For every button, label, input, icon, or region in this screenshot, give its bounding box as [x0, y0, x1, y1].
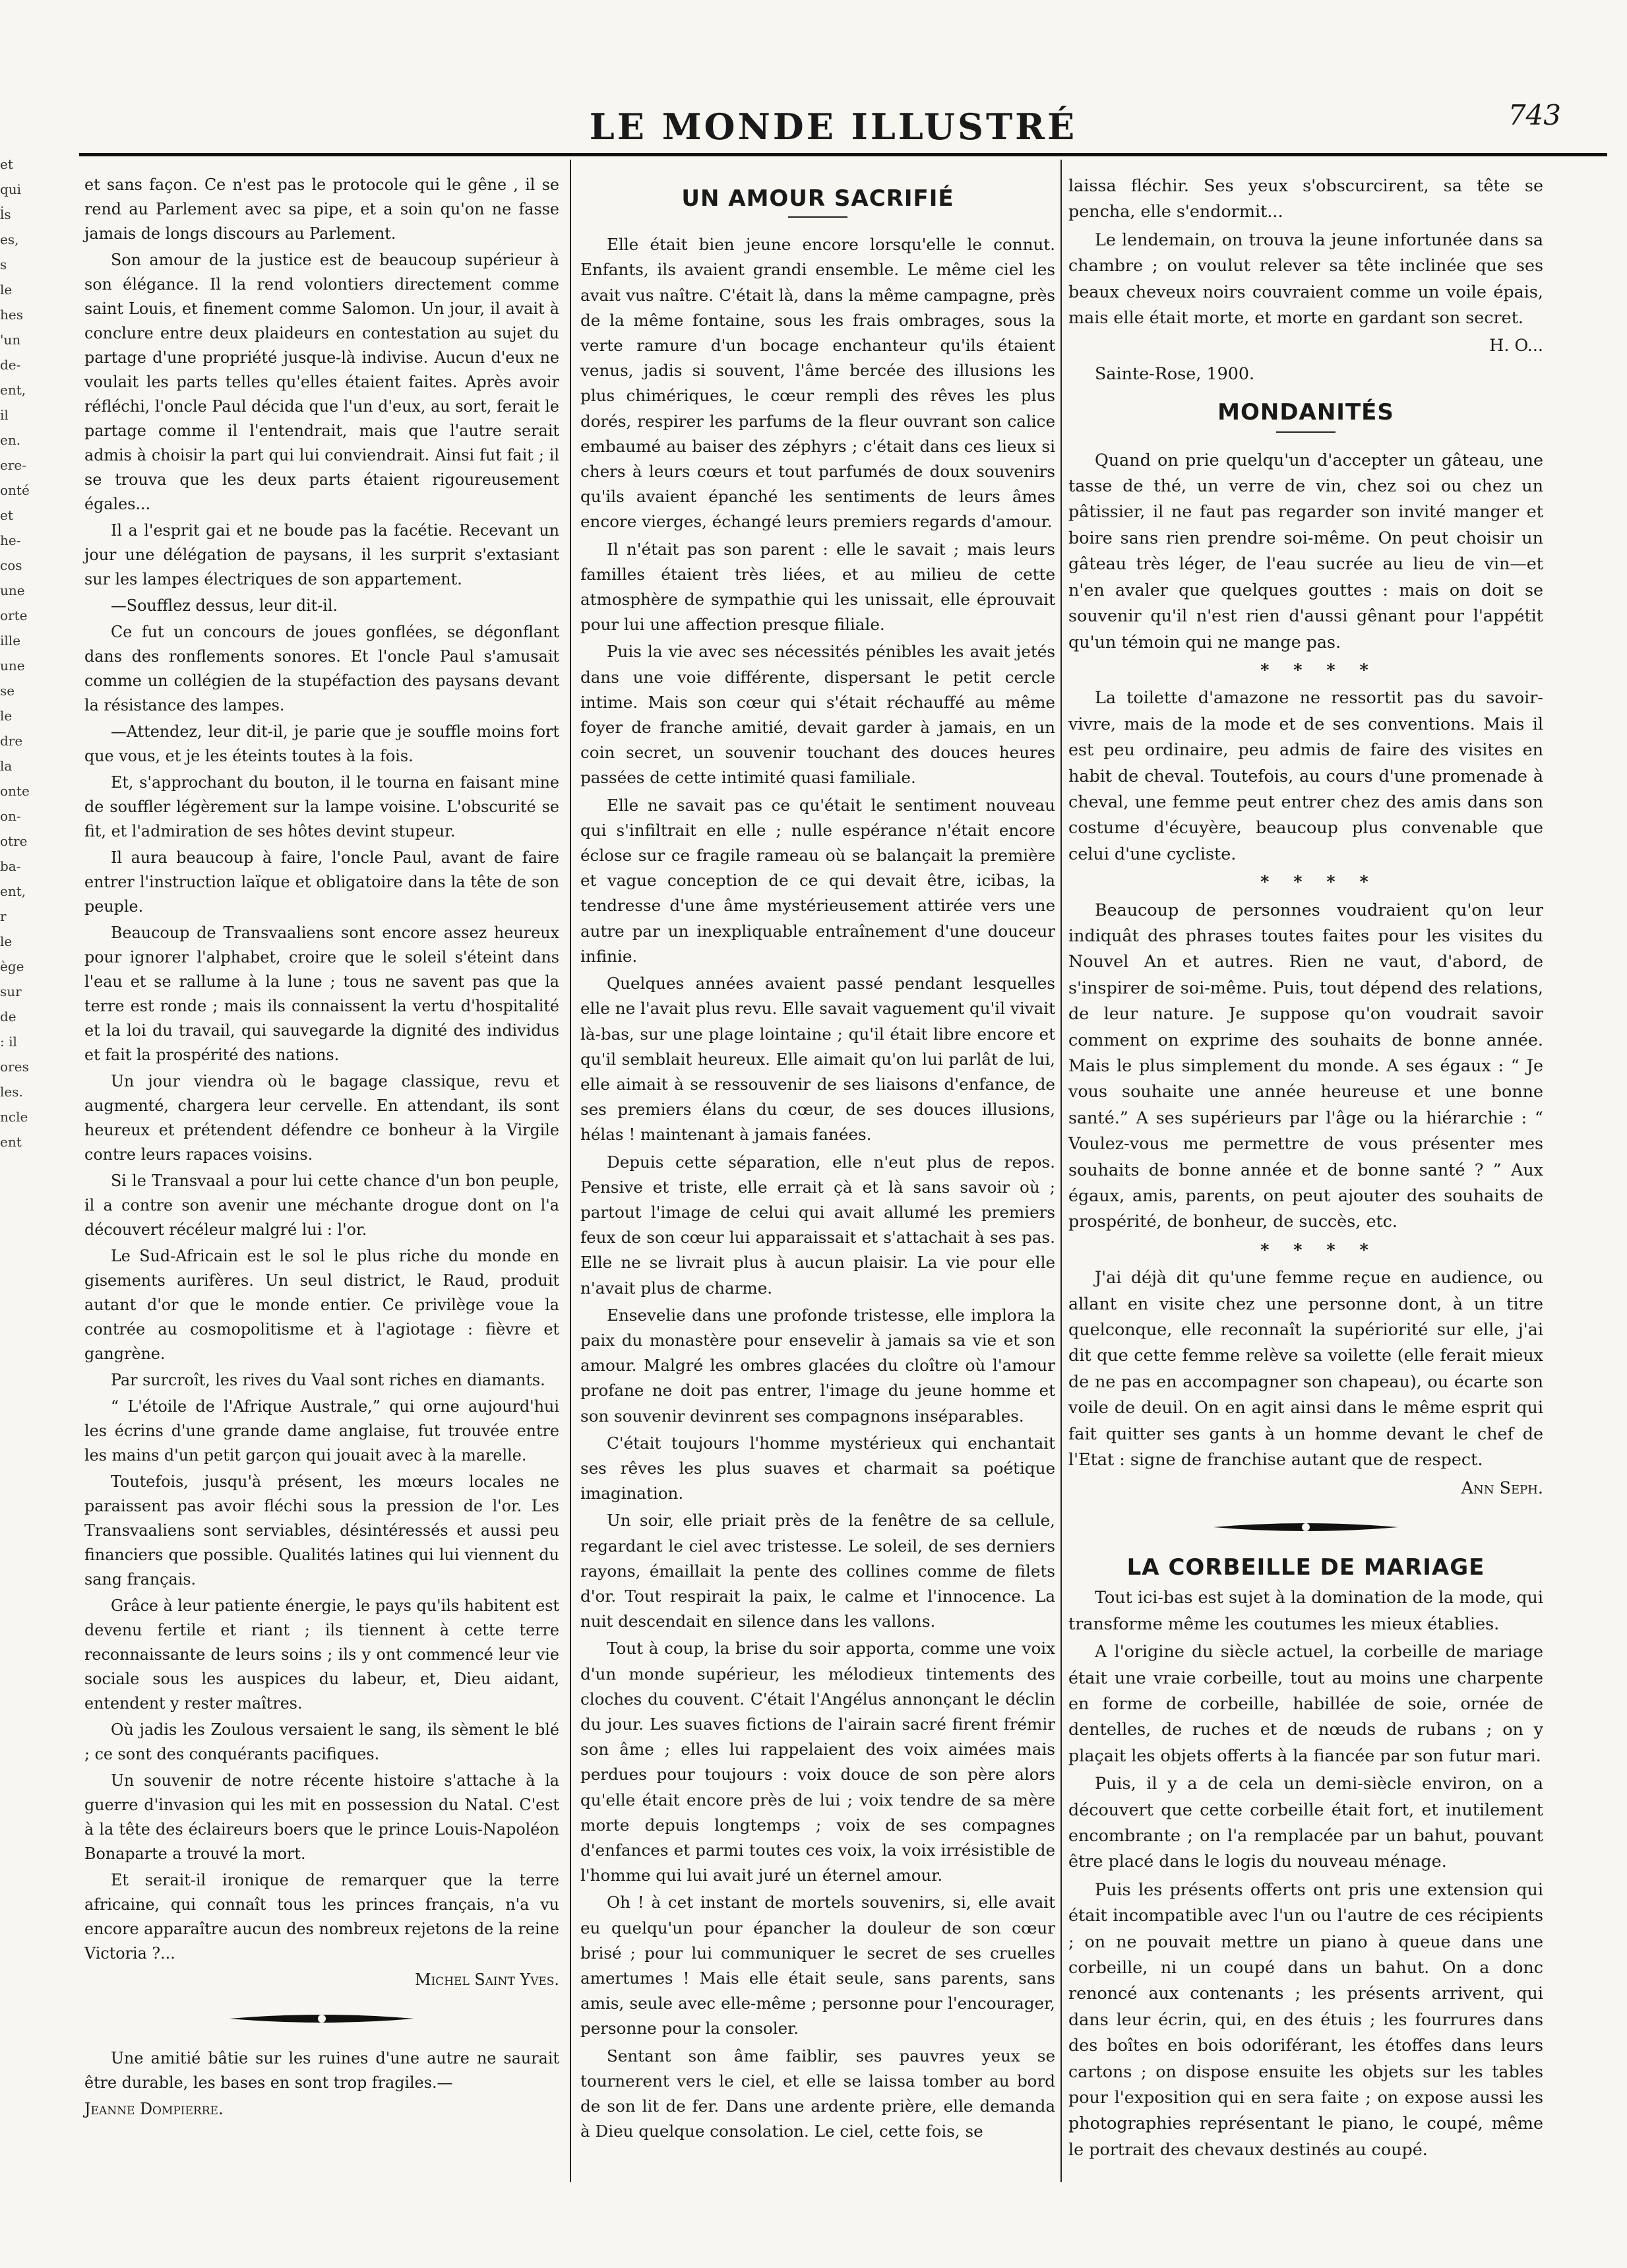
margin-fragment: une — [0, 583, 25, 598]
section-stars: * * * * — [1260, 659, 1378, 679]
margin-fragment: 'un — [0, 332, 21, 348]
paragraph: C'était toujours l'homme mystérieux qui enchantait ses rêves les plus suaves et charmait sa poétique imagination. — [580, 1433, 1055, 1503]
paragraph: Puis les présents offerts ont pris une extension qui était incompatible avec l'un ou l'autre de ces récipients ; on ne pouvait mettre un piano à queue dans une corbeille, ni un coupé dans un bahut. On a donc renoncé aux contenants ; les présents arrivent, qui dans leur écrin, qui, en des étuis ; les fourrures dans des boîtes en bois odoriférant, les étoffes dans leurs cartons ; on dispose ensuite les objets sur les tables pour l'exposition qui en sera faite ; on expose aussi les photographies représentant le piano, le coupé, même le portrait des chevaux destinés au coupé. — [1068, 1879, 1543, 2159]
paragraph: Elle était bien jeune encore lorsqu'elle le connut. Enfants, ils avaient grandi ensemble. Le même ciel les avait vus naître. C'était là, dans la même campagne, près de la même fontaine, sous les frais ombrages, sous la verte ramure d'un bocage enchanteur qu'ils étaient venus, jadis si souvent, l'âme bercée des illusions les plus chimériques, le cœur rempli des rêves les plus dorés, respirer les parfums de la fleur ouvrant son calice embaumé au baiser des zéphyrs ; c'était dans ces lieux si chers à leurs cœurs et tout parfumés de doux souvenirs qu'ils avaient épanché les sentiments de leurs âmes encore vierges, échangé leurs premiers regards d'amour. — [580, 235, 1055, 532]
margin-fragment: de- — [0, 357, 21, 373]
margin-fragment: ille — [0, 633, 21, 648]
paragraph: —Attendez, leur dit-il, je parie que je souffle moins fort que vous, et je les éteints toutes à la fois. — [84, 722, 559, 765]
margin-fragment: ent, — [0, 382, 26, 398]
margin-fragment: ent, — [0, 883, 26, 899]
masthead — [79, 86, 1587, 152]
margin-fragment: il — [0, 407, 9, 423]
paragraph: Beaucoup de Transvaaliens sont encore assez heureux pour ignorer l'alphabet, croire que le soleil s'éteint dans l'eau et se rallume à la lune ; tous ne savent pas que la terre est ronde ; mais ils connaissent la vertu d'hospitalité et la loi du travail, qui sauvegarde la dignité des individus et fait la prospérité des nations. — [84, 924, 559, 1064]
margin-fragment: le — [0, 708, 13, 724]
heading-rule — [788, 216, 847, 218]
section-stars: * * * * — [1260, 871, 1378, 892]
corbeille-paragraphs — [1068, 1585, 1543, 2162]
paragraph: Grâce à leur patiente énergie, le pays qu'ils habitent est devenu fertile et riant ; ils tiennent à cette terre reconnaissante de leurs soins ; ils y ont commencé leur vie sociale sous les auspices du labeur, et, Dieu aidant, entendent y rester maîtres. — [84, 1596, 559, 1713]
margin-fragment: on- — [0, 808, 21, 824]
margin-fragment: la — [0, 758, 13, 774]
margin-fragment: une — [0, 658, 25, 674]
margin-fragment: ba- — [0, 858, 21, 874]
paragraph: Son amour de la justice est de beaucoup supérieur à son élégance. Il la rend volontiers directement comme saint Louis, et finement comme Salomon. Un jour, il avait à conclure entre deux plaideurs en contestation au sujet du partage d'une propriété jusque-là indivise. Aucun d'eux ne voulait les parts telles qu'elles étaient faites. Après avoir réfléchi, l'oncle Paul décida que l'un d'eux, au sort, ferait le partage comme il l'entendrait, mais que l'autre serait admis à choisir la part qui lui conviendrait. Ainsi fut fait ; il se trouva que les deux parts étaient rigoureusement égales... — [84, 251, 559, 513]
margin-fragment: : il — [0, 1034, 17, 1050]
paragraph: Depuis cette séparation, elle n'eut plus de repos. Pensive et triste, elle errait çà et là sans savoir où ; partout l'image de celui qui avait allumé les premiers feux de son cœur lui apparaissait et s'attachait à ses pas. Elle ne se livrait plus à aucun plaisir. La vie pour elle n'avait plus de charme. — [580, 1152, 1055, 1298]
margin-fragment: r le — [0, 908, 13, 949]
margin-fragment: he- — [0, 532, 21, 548]
paragraph: Elle ne savait pas ce qu'était le sentiment nouveau qui s'infiltrait en elle ; nulle espérance n'était encore éclose sur ce fragile rameau où se balançait la première et vague conception de ce qui devait être, icibas, la tendresse d'une âme mystérieusement attirée vers une autre par un inexpliquable entraînement d'une douceur infinie. — [580, 795, 1055, 966]
margin-fragment: sur — [0, 984, 22, 999]
left-margin-fragments — [0, 152, 30, 1273]
paragraph: Il a l'esprit gai et ne boude pas la facétie. Recevant un jour une délégation de paysans, il les surprit s'extasiant sur les lampes électriques de son appartement. — [84, 521, 559, 588]
margin-fragment: se — [0, 683, 15, 699]
margin-fragment: ere- — [0, 457, 26, 473]
paragraph: La toilette d'amazone ne ressortit pas du savoir-vivre, mais de la mode et de ses conventions. Mais il est peu ordinaire, peu admis de faire des visites en habit de cheval. Toutefois, au cours d'une promenade à cheval, une femme peut entrer chez des amis dans son costume d'écuyère, beaucoup plus convenable que celui d'une cycliste. — [1068, 687, 1543, 864]
column-3 — [1068, 173, 1543, 2169]
column-2 — [580, 173, 1055, 2169]
margin-fragment: orte — [0, 608, 28, 623]
paragraph: Par surcroît, les rives du Vaal sont riches en diamants. — [111, 1371, 545, 1389]
paragraph: Beaucoup de personnes voudraient qu'on leur indiquât des phrases toutes faites pour les visites du Nouvel An et autres. Rien ne vaut, d'abord, de s'inspirer de soi-même. Puis, tout dépend des relations, de leur nature. Je suppose qu'on voudrait savoir comment on exprime des souhaits de bonne année. Mais le plus simplement du monde. A ses égaux : “ Je vous souhaite une année heureuse et une bonne santé.” A ses supérieurs par l'âge ou la hiérarchie : “ Voulez-vous me permettre de vous présenter mes souhaits de bonne année et de bonne santé ? ” Aux égaux, amis, parents, on peut ajouter des souhaits de prospérité, de bonheur, de succès, etc. — [1068, 899, 1543, 1232]
column-divider-2 — [1060, 160, 1062, 2182]
margin-fragment: dre — [0, 733, 23, 749]
margin-fragment: hes — [0, 307, 23, 323]
paragraph: Il n'était pas son parent : elle le savait ; mais leurs familles étaient très liées, et au milieu de cette atmosphère de sympathie qui les unissait, elle éprouvait pour lui une affection presque filiale. — [580, 539, 1055, 635]
margin-fragment: onte — [0, 783, 30, 799]
paragraph: Il aura beaucoup à faire, l'oncle Paul, avant de faire entrer l'instruction laïque et obligatoire dans la tête de son peuple. — [84, 848, 559, 916]
paragraph: Tout à coup, la brise du soir apporta, comme une voix d'un monde supérieur, les mélodieux tintements des cloches du couvent. C'était l'Angélus annonçant le déclin du jour. Les suaves fictions de l'airain sacré firent frémir son âme ; elles lui rappelaient des voix aimées mais perdues pour toujours : voix douce de son père alors qu'elle était encore près de lui ; voix tendre de sa mère morte depuis longtemps ; voix de ses compagnes d'enfances et parmi toutes ces voix, la voix irrésistible de l'homme qui lui avait juré un éternel amour. — [580, 1639, 1055, 1885]
paragraph: Où jadis les Zoulous versaient le sang, ils sèment le blé ; ce sont des conquérants pacifiques. — [84, 1720, 559, 1763]
paragraph: Et, s'approchant du bouton, il le tourna en faisant mine de souffler légèrement sur la lampe voisine. L'obscurité se fit, et l'admiration de ses hôtes devint stupeur. — [84, 773, 559, 840]
paragraph: Un souvenir de notre récente histoire s'attache à la guerre d'invasion qui les mit en possession du Natal. C'est à la tête des éclaireurs boers que le prince Louis-Napoléon Bonaparte a trouvé la mort. — [84, 1771, 559, 1863]
column-2-paragraphs — [580, 232, 1055, 2144]
paragraph: Le Sud-Africain est le sol le plus riche du monde en gisements aurifères. Un seul district, le Raud, produit autant d'or que le monde entier. Ce privilège voue la contrée au cosmopolitisme et à l'agiotage : fièvre et gangrène. — [84, 1247, 559, 1363]
section-stars: * * * * — [1260, 1239, 1378, 1259]
margin-fragment: ores — [0, 1059, 29, 1075]
paragraph: Sentant son âme faiblir, ses pauvres yeux se tournerent vers le ciel, et elle se laissa tomber au bord de son lit de fer. Dans une ardente prière, elle demanda à Dieu quelque consolation. Le ciel, cette fois, se — [580, 2046, 1055, 2141]
margin-fragment: et — [0, 156, 13, 172]
paragraph: Puis la vie avec ses nécessités pénibles les avait jetés dans une voie différente, dispersant le petit cercle intime. Mais son cœur qui s'était réchauffé au même foyer de franche amitié, devait garder à jamais, en un coin secret, un souvenir touchant des douces heures passées de cette intimité quasi familiale. — [580, 642, 1055, 788]
margin-fragment: les. — [0, 1084, 23, 1100]
paragraph: “ L'étoile de l'Afrique Australe,” qui orne aujourd'hui les écrins d'une grande dame anglaise, fut trouvée entre les mains d'un petit garçon qui jouait avec à la marelle. — [84, 1397, 559, 1465]
margin-fragment: onté — [0, 482, 30, 498]
article-signature-ho: H. O... — [1489, 335, 1543, 356]
quote-author: Jeanne Dompierre. — [84, 2100, 224, 2118]
margin-fragment: es, — [0, 232, 19, 247]
paragraph: J'ai déjà dit qu'une femme reçue en audience, ou allant en visite chez une personne dont, à un titre quelconque, elle reconnaît la supériorité sur elle, j'ai dit que cette femme relève sa voilette (elle ferait mieux de ne pas en accompagner son chapeau), ou écarte son voile de deuil. On en agit ainsi dans le même esprit qui fait quitter ses gants à un homme devant le chef de l'Etat : signe de franchise autant que de respect. — [1068, 1267, 1543, 1470]
paragraph: et sans façon. Ce n'est pas le protocole qui le gêne , il se rend au Parlement avec sa pipe, et a soin qu'on ne fasse jamais de longs discours au Parlement. — [84, 175, 559, 243]
article-signature-seph: Ann Seph. — [1461, 1477, 1543, 1497]
paragraph: laissa fléchir. Ses yeux s'obscurcirent, sa tête se pencha, elle s'endormit... — [1068, 175, 1543, 222]
page-number: 743 — [1508, 99, 1561, 131]
article-signature: Michel Saint Yves. — [415, 1970, 559, 1989]
ornament-divider-icon — [1207, 1519, 1405, 1535]
paragraph: Quelques années avaient passé pendant lesquelles elle ne l'avait plus revu. Elle savait vaguement qu'il vivait là-bas, sur une plage lointaine ; qu'il était libre encore et qu'il semblait heureux. Elle aimait qu'on lui parlât de lui, elle aimait à se ressouvenir de ses liaisons d'enfance, de ses premiers élans du cœur, de ses douces illusions, hélas ! maintenant à jamais fanées. — [580, 974, 1055, 1145]
paragraph: Toutefois, jusqu'à présent, les mœurs locales ne paraissent pas avoir fléchi sous la pression de l'or. Les Transvaaliens sont serviables, désintéressés et aussi peu financiers que possible. Qualités latines qui lui viennent du sang français. — [84, 1472, 559, 1589]
section-heading-mondanites: MONDANITÉS — [1217, 399, 1394, 426]
paragraph: Puis, il y a de cela un demi-siècle environ, on a découvert que cette corbeille était fort, et inutilement encombrante ; on l'a remplacée par un bahut, pouvant être placé dans le logis du nouveau ménage. — [1068, 1773, 1543, 1872]
ornament-divider-icon — [223, 2011, 421, 2027]
column-3-intro — [1068, 173, 1543, 331]
paragraph: Un jour viendra où le bagage classique, revu et augmenté, chargera leur cervelle. En attendant, ils sont heureux et prétendent défendre ce bonheur à la Virgile contre leurs rapaces voisins. — [84, 1072, 559, 1164]
column-1 — [84, 173, 559, 2169]
margin-fragment: en. — [0, 432, 21, 448]
heading-rule — [1276, 431, 1335, 433]
paragraph: Si le Transvaal a pour lui cette chance d'un bon peuple, il a contre son avenir une méchante drogue dont on l'a découvert récéleur malgré lui : l'or. — [84, 1172, 559, 1239]
quote-text: Une amitié bâtie sur les ruines d'une autre ne saurait être durable, les bases en sont trop fragiles.— — [84, 2049, 559, 2092]
paragraph: Ce fut un concours de joues gonflées, se dégonflant dans des ronflements sonores. Et l'oncle Paul s'amusait comme un collégien de la stupéfaction des paysans devant la résistance des lampes. — [84, 623, 559, 714]
paragraph: Et serait-il ironique de remarquer que la terre africaine, qui connaît tous les princes français, n'a vu encore apparaître aucun des nombreux rejetons de la reine Victoria ?... — [84, 1871, 559, 1963]
margin-fragment: ent — [0, 1134, 22, 1150]
paragraph: Un soir, elle priait près de la fenêtre de sa cellule, regardant le ciel avec tristesse. Le soleil, de ses derniers rayons, émaillait la pente des collines comme de filets d'or. Tout respirait la paix, le calme et l'innocence. La nuit descendait en silence dans les vallons. — [580, 1511, 1055, 1631]
margin-fragment: de — [0, 1009, 16, 1024]
column-divider-1 — [570, 160, 571, 2182]
dateline: Sainte-Rose, 1900. — [1095, 363, 1255, 383]
newspaper-title: LE MONDE ILLUSTRÉ — [589, 106, 1078, 148]
column-1-paragraphs — [84, 173, 559, 1966]
section-heading-corbeille: LA CORBEILLE DE MARIAGE — [1126, 1554, 1485, 1581]
margin-fragment: qui — [0, 181, 22, 197]
paragraph: A l'origine du siècle actuel, la corbeille de mariage était une vraie corbeille, tout au moins une charpente en forme de corbeille, habillée de soie, ornée de dentelles, de ruches et de nœuds de rubans ; on y plaçait les objets offerts à la fiancée par son futur mari. — [1068, 1641, 1543, 1765]
paragraph: Tout ici-bas est sujet à la domination de la mode, qui transforme même les coutumes les mieux établies. — [1068, 1587, 1543, 1633]
margin-fragment: ège — [0, 959, 24, 974]
paragraph: Oh ! à cet instant de mortels souvenirs, si, elle avait eu quelqu'un pour épancher la douleur de son cœur brisé ; pour lui communiquer le secret de ses cruelles amertumes ! Mais elle était seule, sans parents, sans amis, seule avec elle-même ; personne pour l'encourager, personne pour la consoler. — [580, 1893, 1055, 2038]
paragraph: —Soufflez dessus, leur dit-il. — [111, 596, 338, 615]
margin-fragment: cos — [0, 557, 22, 573]
margin-fragment: s le — [0, 257, 13, 298]
margin-fragment: l̇s — [0, 206, 11, 222]
margin-fragment: otre — [0, 833, 28, 849]
mondanites-paragraphs — [1068, 447, 1543, 1473]
paragraph: Quand on prie quelqu'un d'accepter un gâteau, une tasse de thé, un verre de vin, chez soi ou chez un pâtissier, il ne faut pas regarder son invité manger et boire sans rien prendre soi-même. On peut choisir un gâteau très léger, de l'eau sucrée au lieu de vin—et n'en avaler que quelques gouttes : mais on doit se souvenir qu'il n'est rien d'aussi gênant pour l'appétit qu'un témoin qui ne mange pas. — [1068, 449, 1543, 652]
paragraph: Le lendemain, on trouva la jeune infortunée dans sa chambre ; on voulut relever sa tête inclinée que ses beaux cheveux noirs couvraient comme un voile épais, mais elle était morte, et morte en gardant son secret. — [1068, 229, 1543, 328]
margin-fragment: ncle — [0, 1109, 28, 1125]
paragraph: Ensevelie dans une profonde tristesse, elle implora la paix du monastère pour ensevelir à jamais sa vie et son amour. Malgré les ombres glacées du cloître où l'amour profane ne doit pas entrer, l'image du jeune homme et son souvenir devinrent ses compagnons inséparables. — [580, 1305, 1055, 1426]
margin-fragment: et — [0, 507, 13, 523]
masthead-rule — [79, 153, 1607, 156]
article-heading: UN AMOUR SACRIFIÉ — [681, 185, 954, 212]
